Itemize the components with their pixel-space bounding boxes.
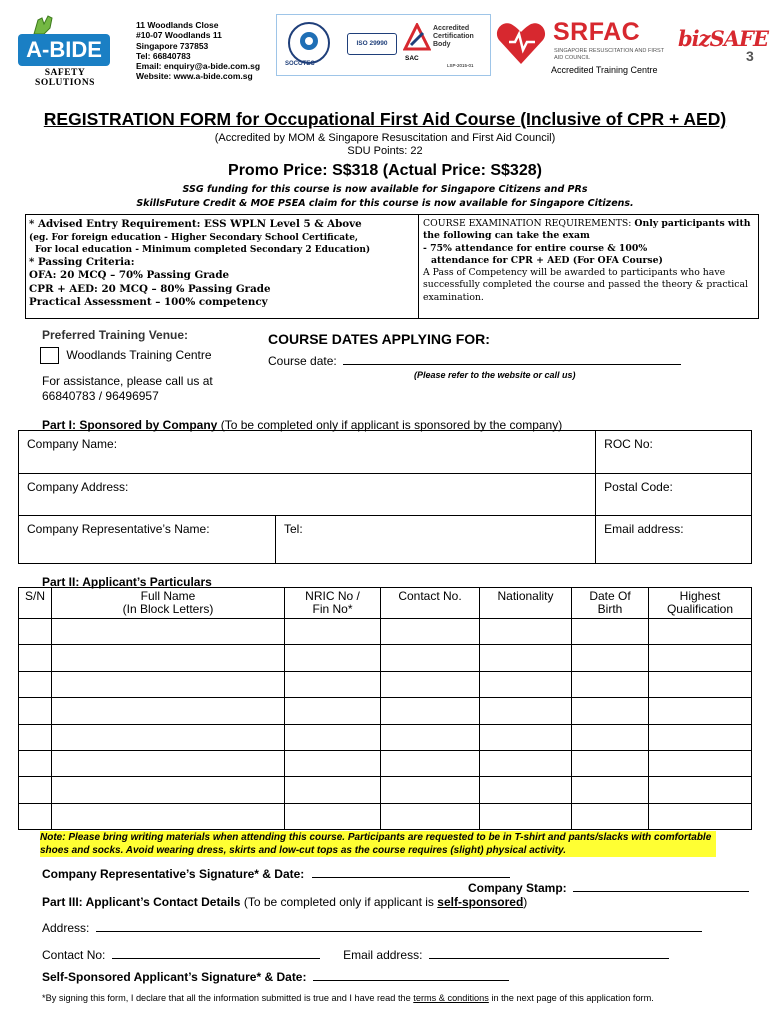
table-cell[interactable] xyxy=(649,750,752,776)
course-dates-heading: COURSE DATES APPLYING FOR: xyxy=(268,331,490,347)
table-cell[interactable] xyxy=(285,803,381,829)
column-header-text: Highest Qualification xyxy=(666,589,734,616)
table-cell[interactable] xyxy=(480,750,572,776)
rep-signature-row xyxy=(42,866,510,881)
table-cell[interactable] xyxy=(572,803,649,829)
part1-title: Part I: Sponsored by Company xyxy=(42,418,218,432)
declaration-footer xyxy=(42,993,654,1003)
table-cell[interactable] xyxy=(381,671,480,697)
table-cell[interactable] xyxy=(480,619,572,645)
address-row xyxy=(42,920,702,935)
table-cell[interactable] xyxy=(52,750,285,776)
table-cell[interactable] xyxy=(19,777,52,803)
address-line: Website: www.a-bide.com.sg xyxy=(136,71,253,82)
cpr-grade: CPR + AED: 20 MCQ – 80% Passing Grade xyxy=(29,282,271,295)
table-cell[interactable] xyxy=(381,777,480,803)
column-header xyxy=(381,588,480,619)
roc-label: ROC No: xyxy=(604,437,653,451)
table-cell[interactable] xyxy=(19,698,52,724)
postal-code-field[interactable] xyxy=(596,474,752,516)
attendance-requirement: - 75% attendance for entire course & 100% xyxy=(423,242,648,254)
column-header-text: Contact No. xyxy=(398,589,462,603)
exam-heading: COURSE EXAMINATION REQUIREMENTS: xyxy=(423,218,635,229)
column-header-text: Date Of Birth xyxy=(589,589,631,616)
address-line: Tel: 66840783 xyxy=(136,50,191,61)
company-address-label: Company Address: xyxy=(27,480,129,494)
table-cell[interactable] xyxy=(480,724,572,750)
table-cell[interactable] xyxy=(649,671,752,697)
table-cell[interactable] xyxy=(480,671,572,697)
self-signature-field[interactable] xyxy=(313,969,509,981)
address-line: 11 Woodlands Close xyxy=(136,20,219,30)
address-line: #10-07 Woodlands 11 xyxy=(136,30,222,41)
socotec-label: SOCOTEC xyxy=(285,61,315,67)
table-cell[interactable] xyxy=(649,619,752,645)
column-header-text: Full Name (In Block Letters) xyxy=(122,589,214,616)
table-cell[interactable] xyxy=(649,777,752,803)
bizsafe-logo xyxy=(678,22,768,68)
self-signature-row xyxy=(42,969,509,984)
column-header xyxy=(285,588,381,619)
accredited-training-centre: Accredited Training Centre xyxy=(551,65,658,75)
course-date-label: Course date: xyxy=(268,354,337,368)
form-title: REGISTRATION FORM for Occupational First Aid Course (Inclusive of CPR + AED) xyxy=(43,109,727,129)
postal-code-label: Postal Code: xyxy=(604,480,673,494)
address-line: Email: enquiry@a-bide.com.sg xyxy=(136,61,261,72)
company-table xyxy=(18,430,752,564)
email-field[interactable] xyxy=(596,516,752,564)
email-field[interactable] xyxy=(429,947,669,959)
venue-section xyxy=(42,328,213,403)
column-header xyxy=(19,588,52,619)
part3-title: Part III: Applicant’s Contact Details xyxy=(42,895,241,909)
table-cell[interactable] xyxy=(480,777,572,803)
srfac-fullname: SINGAPORE RESUSCITATION AND FIRST AID COUNCIL xyxy=(554,48,665,61)
table-cell[interactable] xyxy=(381,750,480,776)
table-cell[interactable] xyxy=(19,750,52,776)
venue-option: Woodlands Training Centre xyxy=(66,347,212,362)
column-header xyxy=(52,588,285,619)
heart-icon xyxy=(495,20,547,66)
company-name-field[interactable] xyxy=(19,431,596,474)
address-label: Address: xyxy=(42,921,90,935)
a-bide-logo xyxy=(16,22,114,88)
assistance-text: For assistance, please call us at xyxy=(42,374,213,388)
ofa-grade: OFA: 20 MCQ – 70% Passing Grade xyxy=(29,269,230,281)
entry-requirement: * Advised Entry Requirement: ESS WPLN Level 5 & Above xyxy=(29,218,362,230)
part1-note: (To be completed only if applicant is sponsored by the company) xyxy=(217,418,563,432)
table-cell[interactable] xyxy=(381,724,480,750)
table-cell[interactable] xyxy=(480,645,572,671)
part3-note: (To be completed only if applicant is xyxy=(240,895,438,909)
email-label: Email address: xyxy=(604,522,684,536)
contact-field[interactable] xyxy=(112,947,320,959)
rep-signature-label: Company Representative’s Signature* & Date: xyxy=(42,867,305,881)
note-text: Participants are requested to be in T-shirt and pants/slacks with comfortable shoes and socks. Avoid wearing dress, skirts and low-cut tops as the course requires (slight) physical activity. xyxy=(40,832,712,856)
table-cell[interactable] xyxy=(52,619,285,645)
table-row xyxy=(19,777,752,803)
table-cell[interactable] xyxy=(572,724,649,750)
entry-requirements-box xyxy=(25,214,419,319)
hand-icon xyxy=(30,14,56,36)
company-stamp-field[interactable] xyxy=(573,880,749,892)
table-cell[interactable] xyxy=(52,698,285,724)
table-cell[interactable] xyxy=(52,803,285,829)
declaration-end: in the next page of this application form. xyxy=(488,993,654,1003)
contact-row xyxy=(42,947,669,962)
refer-website-note: (Please refer to the website or call us) xyxy=(414,370,576,380)
table-cell[interactable] xyxy=(381,619,480,645)
table-cell[interactable] xyxy=(649,698,752,724)
table-cell[interactable] xyxy=(285,619,381,645)
table-cell[interactable] xyxy=(480,698,572,724)
tel-field[interactable] xyxy=(276,516,596,564)
table-cell[interactable] xyxy=(285,698,381,724)
column-header-text: S/N xyxy=(24,589,45,603)
table-cell[interactable] xyxy=(572,750,649,776)
table-cell[interactable] xyxy=(572,645,649,671)
practical-assessment: Practical Assessment – 100% competency xyxy=(29,296,268,308)
table-cell[interactable] xyxy=(381,645,480,671)
table-row xyxy=(19,645,752,671)
table-cell[interactable] xyxy=(19,803,52,829)
table-cell[interactable] xyxy=(572,671,649,697)
table-cell[interactable] xyxy=(572,698,649,724)
column-header-text: NRIC No / Fin No* xyxy=(305,589,360,616)
table-row xyxy=(19,698,752,724)
accreditation-note: (Accredited by MOM & Singapore Resuscitation and First Aid Council) xyxy=(214,132,556,144)
venue-label: Preferred Training Venue: xyxy=(42,328,189,342)
sac-label: SAC xyxy=(405,55,419,62)
roc-field[interactable] xyxy=(596,431,752,474)
promo-price: Promo Price: S$318 (Actual Price: S$328) xyxy=(228,162,542,179)
column-header xyxy=(480,588,572,619)
assistance-phone: 66840783 / 96496957 xyxy=(42,389,159,403)
contact-label: Contact No: xyxy=(42,948,106,962)
note-label: Note: Please bring writing materials when attending this course. xyxy=(40,832,346,843)
course-dates-section xyxy=(268,331,681,380)
table-cell[interactable] xyxy=(52,671,285,697)
bizsafe-level: 3 xyxy=(746,48,754,64)
certification-logos xyxy=(276,14,491,76)
applicant-table xyxy=(18,587,752,830)
woodlands-venue-checkbox[interactable] xyxy=(40,347,59,364)
table-cell[interactable] xyxy=(52,645,285,671)
table-row xyxy=(19,724,752,750)
address-field[interactable] xyxy=(96,920,702,932)
table-cell[interactable] xyxy=(19,724,52,750)
education-example: (eg. For foreign education - Higher Secondary School Certificate, xyxy=(29,232,359,243)
table-cell[interactable] xyxy=(572,777,649,803)
self-sponsored-text: self-sponsored xyxy=(437,895,524,909)
address-line: Singapore 737853 xyxy=(136,40,209,51)
ssg-funding-note: SSG funding for this course is now available for Singapore Citizens and PRs xyxy=(182,184,588,195)
education-example: For local education - Minimum completed Secondary 2 Education) xyxy=(35,244,371,255)
company-address-field[interactable] xyxy=(19,474,596,516)
passing-criteria-heading: * Passing Criteria: xyxy=(29,255,135,268)
table-cell[interactable] xyxy=(285,671,381,697)
rep-name-label: Company Representative’s Name: xyxy=(27,522,210,536)
attire-note xyxy=(40,831,716,857)
sac-logo-icon xyxy=(403,23,431,53)
exam-heading-only: Only participants with the following can take the exam xyxy=(423,218,751,242)
table-cell[interactable] xyxy=(649,724,752,750)
rep-name-field[interactable] xyxy=(19,516,276,564)
table-row xyxy=(19,803,752,829)
logo-text: A-BIDE xyxy=(18,34,110,66)
table-cell[interactable] xyxy=(285,750,381,776)
part3-heading xyxy=(42,895,527,909)
table-row xyxy=(19,671,752,697)
sdu-points: SDU Points: 22 xyxy=(347,145,423,157)
column-header xyxy=(572,588,649,619)
self-signature-label: Self-Sponsored Applicant’s Signature* & Date: xyxy=(42,970,307,984)
table-cell[interactable] xyxy=(52,777,285,803)
table-row xyxy=(19,750,752,776)
part3-note-end: ) xyxy=(523,895,528,909)
srfac-title: SRFAC xyxy=(553,18,641,46)
part2-title: Part II: Applicant’s Particulars xyxy=(42,575,212,589)
table-cell[interactable] xyxy=(52,724,285,750)
rep-signature-field[interactable] xyxy=(312,866,510,878)
company-stamp-label: Company Stamp: xyxy=(468,881,567,895)
table-cell[interactable] xyxy=(285,777,381,803)
title-block xyxy=(0,109,770,209)
course-date-field[interactable] xyxy=(343,352,681,365)
table-cell[interactable] xyxy=(572,619,649,645)
column-header-text: Nationality xyxy=(497,589,554,603)
table-cell[interactable] xyxy=(381,698,480,724)
table-cell[interactable] xyxy=(649,645,752,671)
table-cell[interactable] xyxy=(285,645,381,671)
skillsfuture-note: SkillsFuture Credit & MOE PSEA claim for this course is now available for Singapore Citizens. xyxy=(136,198,634,209)
table-cell[interactable] xyxy=(19,645,52,671)
table-cell[interactable] xyxy=(381,803,480,829)
table-cell[interactable] xyxy=(19,671,52,697)
tel-label: Tel: xyxy=(284,522,303,536)
table-cell[interactable] xyxy=(285,724,381,750)
iso-badge: ISO 29990 xyxy=(347,33,397,55)
company-address xyxy=(136,20,260,82)
column-header xyxy=(649,588,752,619)
terms-link[interactable]: terms & conditions xyxy=(413,993,489,1003)
declaration-text: *By signing this form, I declare that all the information submitted is true and I have read the xyxy=(42,993,414,1003)
email-label: Email address: xyxy=(343,948,423,962)
company-name-label: Company Name: xyxy=(27,437,118,451)
table-cell[interactable] xyxy=(480,803,572,829)
srfac-logo xyxy=(495,16,675,76)
bizsafe-text: bizSAFE xyxy=(678,26,768,51)
attendance-requirement: attendance for CPR + AED (For OFA Course) xyxy=(431,254,663,266)
exam-requirements-box xyxy=(418,214,759,319)
table-row xyxy=(19,619,752,645)
table-cell[interactable] xyxy=(19,619,52,645)
lsp-number: LSP-2015-01 xyxy=(447,63,474,68)
accredited-body-label: Accredited Certification Body xyxy=(433,25,474,48)
logo-subtitle: SAFETY SOLUTIONS xyxy=(35,68,95,88)
competency-note: A Pass of Competency will be awarded to participants who have successfully completed the course and passed the theory & practical examination. xyxy=(423,267,748,303)
table-cell[interactable] xyxy=(649,803,752,829)
stamp-row xyxy=(468,880,749,895)
